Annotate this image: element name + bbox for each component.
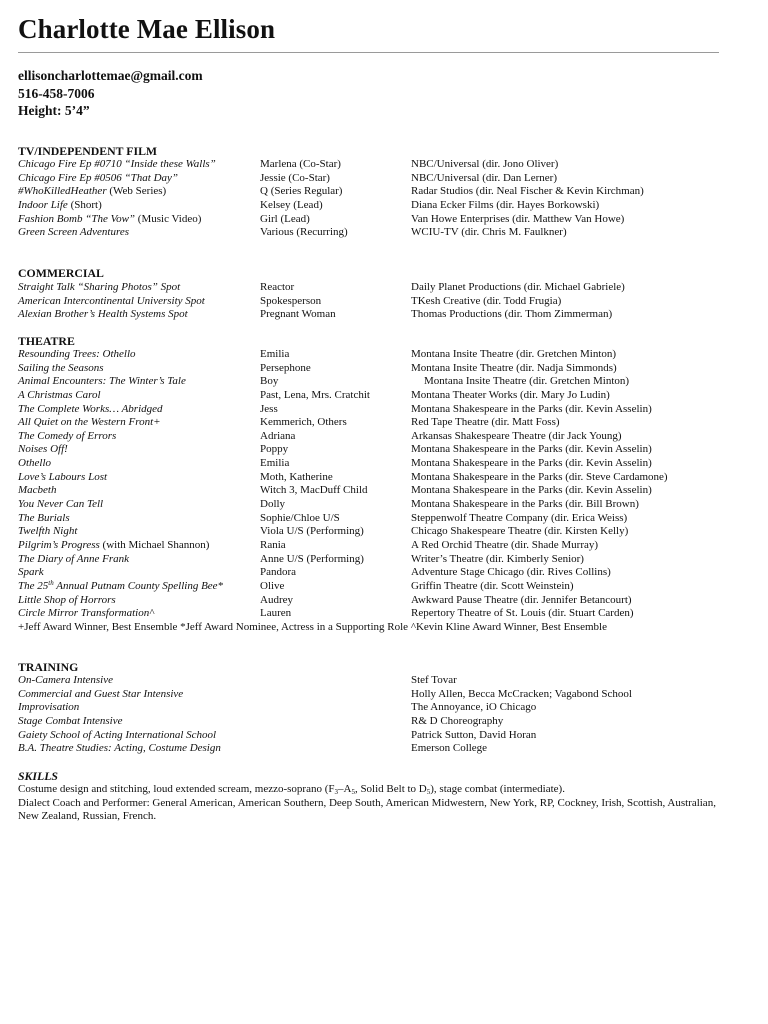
resume-name: Charlotte Mae Ellison <box>18 14 276 44</box>
credit-title <box>18 566 44 580</box>
credit-title-italic: The Diary of Anne Frank <box>18 552 130 565</box>
credit-role: Q (Series Regular) <box>260 185 343 198</box>
training-course: B.A. Theatre Studies: Acting, Costume Design <box>18 742 221 755</box>
credit-role: Various (Recurring) <box>260 226 348 239</box>
credit-title-italic: Fashion Bomb “The Vow” <box>18 212 136 225</box>
credit-title <box>18 403 163 417</box>
credit-role: Dolly <box>260 498 286 511</box>
contact-height: Height: 5’4” <box>18 103 90 118</box>
credit-title-italic: Alexian Brother’s Health Systems Spot <box>18 308 188 321</box>
credit-role: Adriana <box>260 429 296 442</box>
training-instructor: R& D Choreography <box>411 714 504 727</box>
skills-text-a: Costume design and stitching, loud extended scream, mezzo-soprano (F <box>18 783 335 795</box>
skills-sub-1: 3 <box>334 788 338 796</box>
credit-title-italic: Othello <box>18 457 51 470</box>
credit-company: NBC/Universal (dir. Jono Oliver) <box>411 158 559 170</box>
credit-company: Montana Shakespeare in the Parks (dir. Kevin Asselin) <box>411 443 652 456</box>
section-title-training: TRAINING <box>18 660 79 674</box>
credit-company: Montana Insite Theatre (dir. Gretchen Minton) <box>411 348 617 360</box>
credit-title-note: (Web Series) <box>106 185 167 198</box>
training-course: Improvisation <box>18 701 80 714</box>
credit-role: Jess <box>260 402 278 415</box>
training-instructor: Holly Allen, Becca McCracken; Vagabond School <box>411 687 632 700</box>
credit-company: Daily Planet Productions (dir. Michael Gabriele) <box>411 281 625 293</box>
credit-company: Steppenwolf Theatre Company (dir. Erica Weiss) <box>411 511 628 524</box>
credit-title <box>18 553 129 567</box>
credit-company: Montana Insite Theatre (dir. Gretchen Minton) <box>424 375 630 388</box>
skills-sub-3: 5 <box>426 788 431 796</box>
skills-line-1 <box>18 783 718 797</box>
training-instructor: Patrick Sutton, David Horan <box>411 728 537 741</box>
credit-role: Audrey <box>260 593 293 606</box>
credit-title-italic: Indoor Life <box>18 198 68 211</box>
credit-title-italic: Green Screen Adventures <box>18 226 129 239</box>
awards-note: +Jeff Award Winner, Best Ensemble *Jeff Award Nominee, Actress in a Supporting Role ^Kevin Kline Award Winner, Best Ensemble <box>18 621 607 633</box>
credit-title <box>18 539 209 553</box>
section-title-skills: SKILLS <box>18 769 58 783</box>
credit-role: Witch 3, MacDuff Child <box>260 484 368 497</box>
credit-role: Jessie (Co-Star) <box>260 171 330 184</box>
training-course: Gaiety School of Acting International School <box>18 728 217 741</box>
credit-title-italic: #WhoKilledHeather <box>18 185 107 198</box>
credit-company: Montana Shakespeare in the Parks (dir. Steve Cardamone) <box>411 470 668 483</box>
credit-company: Montana Insite Theatre (dir. Nadja Simmonds) <box>411 361 617 374</box>
credit-title-italic: The Complete Works… Abridged <box>18 402 163 415</box>
credit-title <box>18 281 180 295</box>
credit-company: TKesh Creative (dir. Todd Frugia) <box>411 294 562 307</box>
credit-company: Chicago Shakespeare Theatre (dir. Kirsten Kelly) <box>411 525 629 538</box>
credit-title-italic-cont: Annual Putnam County Spelling Bee* <box>53 579 224 592</box>
credit-role: Boy <box>260 375 279 388</box>
section-title-film: TV/INDEPENDENT FILM <box>18 144 158 158</box>
credit-title-italic: Noises Off! <box>18 443 68 456</box>
credit-company: Montana Theater Works (dir. Mary Jo Ludin) <box>411 388 610 401</box>
credit-role: Poppy <box>260 443 289 456</box>
skills-text-c: , Solid Belt to D <box>354 783 427 795</box>
section-title-commercial: COMMERCIAL <box>18 266 104 280</box>
credit-title-italic: Spark <box>18 566 44 579</box>
contact-block <box>18 67 203 120</box>
credit-title <box>18 362 104 376</box>
credit-title-italic: A Christmas Carol <box>18 388 101 401</box>
credit-title <box>18 295 205 309</box>
credit-title <box>18 580 223 594</box>
credit-title-note: (Short) <box>67 198 102 211</box>
training-course: Stage Combat Intensive <box>18 714 123 727</box>
credit-company: Repertory Theatre of St. Louis (dir. Stuart Carden) <box>411 607 634 620</box>
credit-title <box>18 226 129 240</box>
credit-title <box>18 457 51 471</box>
credit-title-italic: Resounding Trees: Othello <box>18 348 136 360</box>
credit-company: Red Tape Theatre (dir. Matt Foss) <box>411 416 560 429</box>
skills-sub-2: 5 <box>351 788 355 796</box>
credit-title <box>18 594 116 608</box>
credit-role: Olive <box>260 579 285 592</box>
credit-title-note: (with Michael Shannon) <box>99 538 210 551</box>
credit-title <box>18 607 154 621</box>
credit-title-italic: Twelfth Night <box>18 525 78 538</box>
contact-phone: 516-458-7006 <box>18 85 95 101</box>
credit-title <box>18 484 56 498</box>
header-divider <box>18 52 719 53</box>
credit-company: Van Howe Enterprises (dir. Matthew Van Howe) <box>411 212 625 225</box>
credit-company: Radar Studios (dir. Neal Fischer & Kevin Kirchman) <box>411 185 644 198</box>
credit-role: Moth, Katherine <box>260 470 333 483</box>
credit-title-italic: Straight Talk “Sharing Photos” Spot <box>18 281 181 293</box>
credit-company: Montana Shakespeare in the Parks (dir. Kevin Asselin) <box>411 402 652 415</box>
credit-company: Awkward Pause Theatre (dir. Jennifer Betancourt) <box>411 593 632 606</box>
credit-title-sup: th <box>48 578 54 587</box>
credit-role: Pregnant Woman <box>260 308 336 321</box>
credit-role: Anne U/S (Performing) <box>260 552 364 565</box>
credit-title <box>18 525 77 539</box>
credit-company: Montana Shakespeare in the Parks (dir. Bill Brown) <box>411 498 639 511</box>
credit-role: Marlena (Co-Star) <box>260 158 341 170</box>
credit-role: Lauren <box>260 607 292 620</box>
credit-company: Adventure Stage Chicago (dir. Rives Collins) <box>411 566 611 579</box>
credit-title-italic: Love’s Labours Lost <box>18 470 108 483</box>
credit-company: Thomas Productions (dir. Thom Zimmerman) <box>411 308 613 321</box>
training-instructor: Emerson College <box>411 742 488 755</box>
credit-title <box>18 213 201 227</box>
credit-title <box>18 471 107 485</box>
credit-title <box>18 430 116 444</box>
credit-role: Viola U/S (Performing) <box>260 525 364 538</box>
credit-company: Montana Shakespeare in the Parks (dir. Kevin Asselin) <box>411 484 652 497</box>
credit-title-italic: All Quiet on the Western Front+ <box>18 416 161 429</box>
credit-company: Writer’s Theatre (dir. Kimberly Senior) <box>411 552 584 565</box>
credit-company: Arkansas Shakespeare Theatre (dir Jack Young) <box>411 429 622 442</box>
skills-text-d: ), stage combat (intermediate). <box>430 783 565 795</box>
section-title-theatre: THEATRE <box>18 334 75 348</box>
credit-role: Rania <box>260 538 286 551</box>
credit-title-italic: Circle Mirror Transformation^ <box>18 607 154 620</box>
credit-title-italic: Little Shop of Horrors <box>18 593 116 606</box>
credit-role: Kemmerich, Others <box>260 416 347 429</box>
training-instructor: The Annoyance, iO Chicago <box>411 701 537 714</box>
credit-title <box>18 185 166 199</box>
credit-title-italic: The Comedy of Errors <box>18 429 117 442</box>
credit-title <box>18 375 186 389</box>
credit-title <box>18 158 216 172</box>
credit-role: Spokesperson <box>260 294 322 307</box>
credit-title <box>18 199 102 213</box>
credit-company: WCIU-TV (dir. Chris M. Faulkner) <box>411 226 567 239</box>
credit-company: Montana Shakespeare in the Parks (dir. Kevin Asselin) <box>411 457 652 470</box>
training-course: Commercial and Guest Star Intensive <box>18 687 184 700</box>
credit-title-italic: Sailing the Seasons <box>18 361 104 374</box>
credit-title <box>18 443 68 457</box>
skills-text-b: –A <box>337 783 352 795</box>
credit-role: Sophie/Chloe U/S <box>260 511 340 524</box>
credit-role: Persephone <box>260 361 311 374</box>
credit-company: Diana Ecker Films (dir. Hayes Borkowski) <box>411 198 600 211</box>
credit-title-italic: The Burials <box>18 511 70 524</box>
credit-title-italic: Chicago Fire Ep #0710 “Inside these Walls” <box>18 158 216 170</box>
credit-company: NBC/Universal (dir. Dan Lerner) <box>411 171 558 184</box>
credit-title <box>18 308 188 322</box>
credit-title-italic: Pilgrim’s Progress <box>18 538 100 551</box>
credit-title <box>18 512 70 526</box>
credit-title-italic: Macbeth <box>18 484 57 497</box>
credit-title <box>18 498 103 512</box>
credit-title-italic: American Intercontinental University Spot <box>18 294 205 307</box>
credit-role: Girl (Lead) <box>260 212 310 225</box>
credit-role: Emilia <box>260 457 290 470</box>
credit-role: Pandora <box>260 566 297 579</box>
credit-title-italic: The 25 <box>18 579 49 592</box>
training-instructor: Stef Tovar <box>411 674 457 686</box>
credit-role: Reactor <box>260 281 295 293</box>
skills-line-2: Dialect Coach and Performer: General American, American Southern, Deep South, American Midwestern, New York, RP, Cockney, Irish, Scottish, Australian, New Zealand, Russian, French. <box>18 796 716 823</box>
credit-title-italic: You Never Can Tell <box>18 498 104 511</box>
credit-role: Past, Lena, Mrs. Cratchit <box>260 388 370 401</box>
credit-role: Kelsey (Lead) <box>260 198 323 211</box>
credit-title <box>18 172 178 186</box>
credit-title <box>18 389 101 403</box>
training-course: On-Camera Intensive <box>18 674 114 686</box>
credit-title-note: (Music Video) <box>135 212 202 225</box>
skills-text <box>18 783 718 824</box>
credit-company: A Red Orchid Theatre (dir. Shade Murray) <box>411 538 599 551</box>
credit-title <box>18 416 161 430</box>
credit-title-italic: Animal Encounters: The Winter’s Tale <box>18 375 186 388</box>
credit-company: Griffin Theatre (dir. Scott Weinstein) <box>411 579 574 592</box>
credit-title <box>18 348 136 362</box>
credit-role: Emilia <box>260 348 290 360</box>
contact-email[interactable]: ellisoncharlottemae@gmail.com <box>18 68 203 83</box>
credit-title-italic: Chicago Fire Ep #0506 “That Day” <box>18 171 179 184</box>
